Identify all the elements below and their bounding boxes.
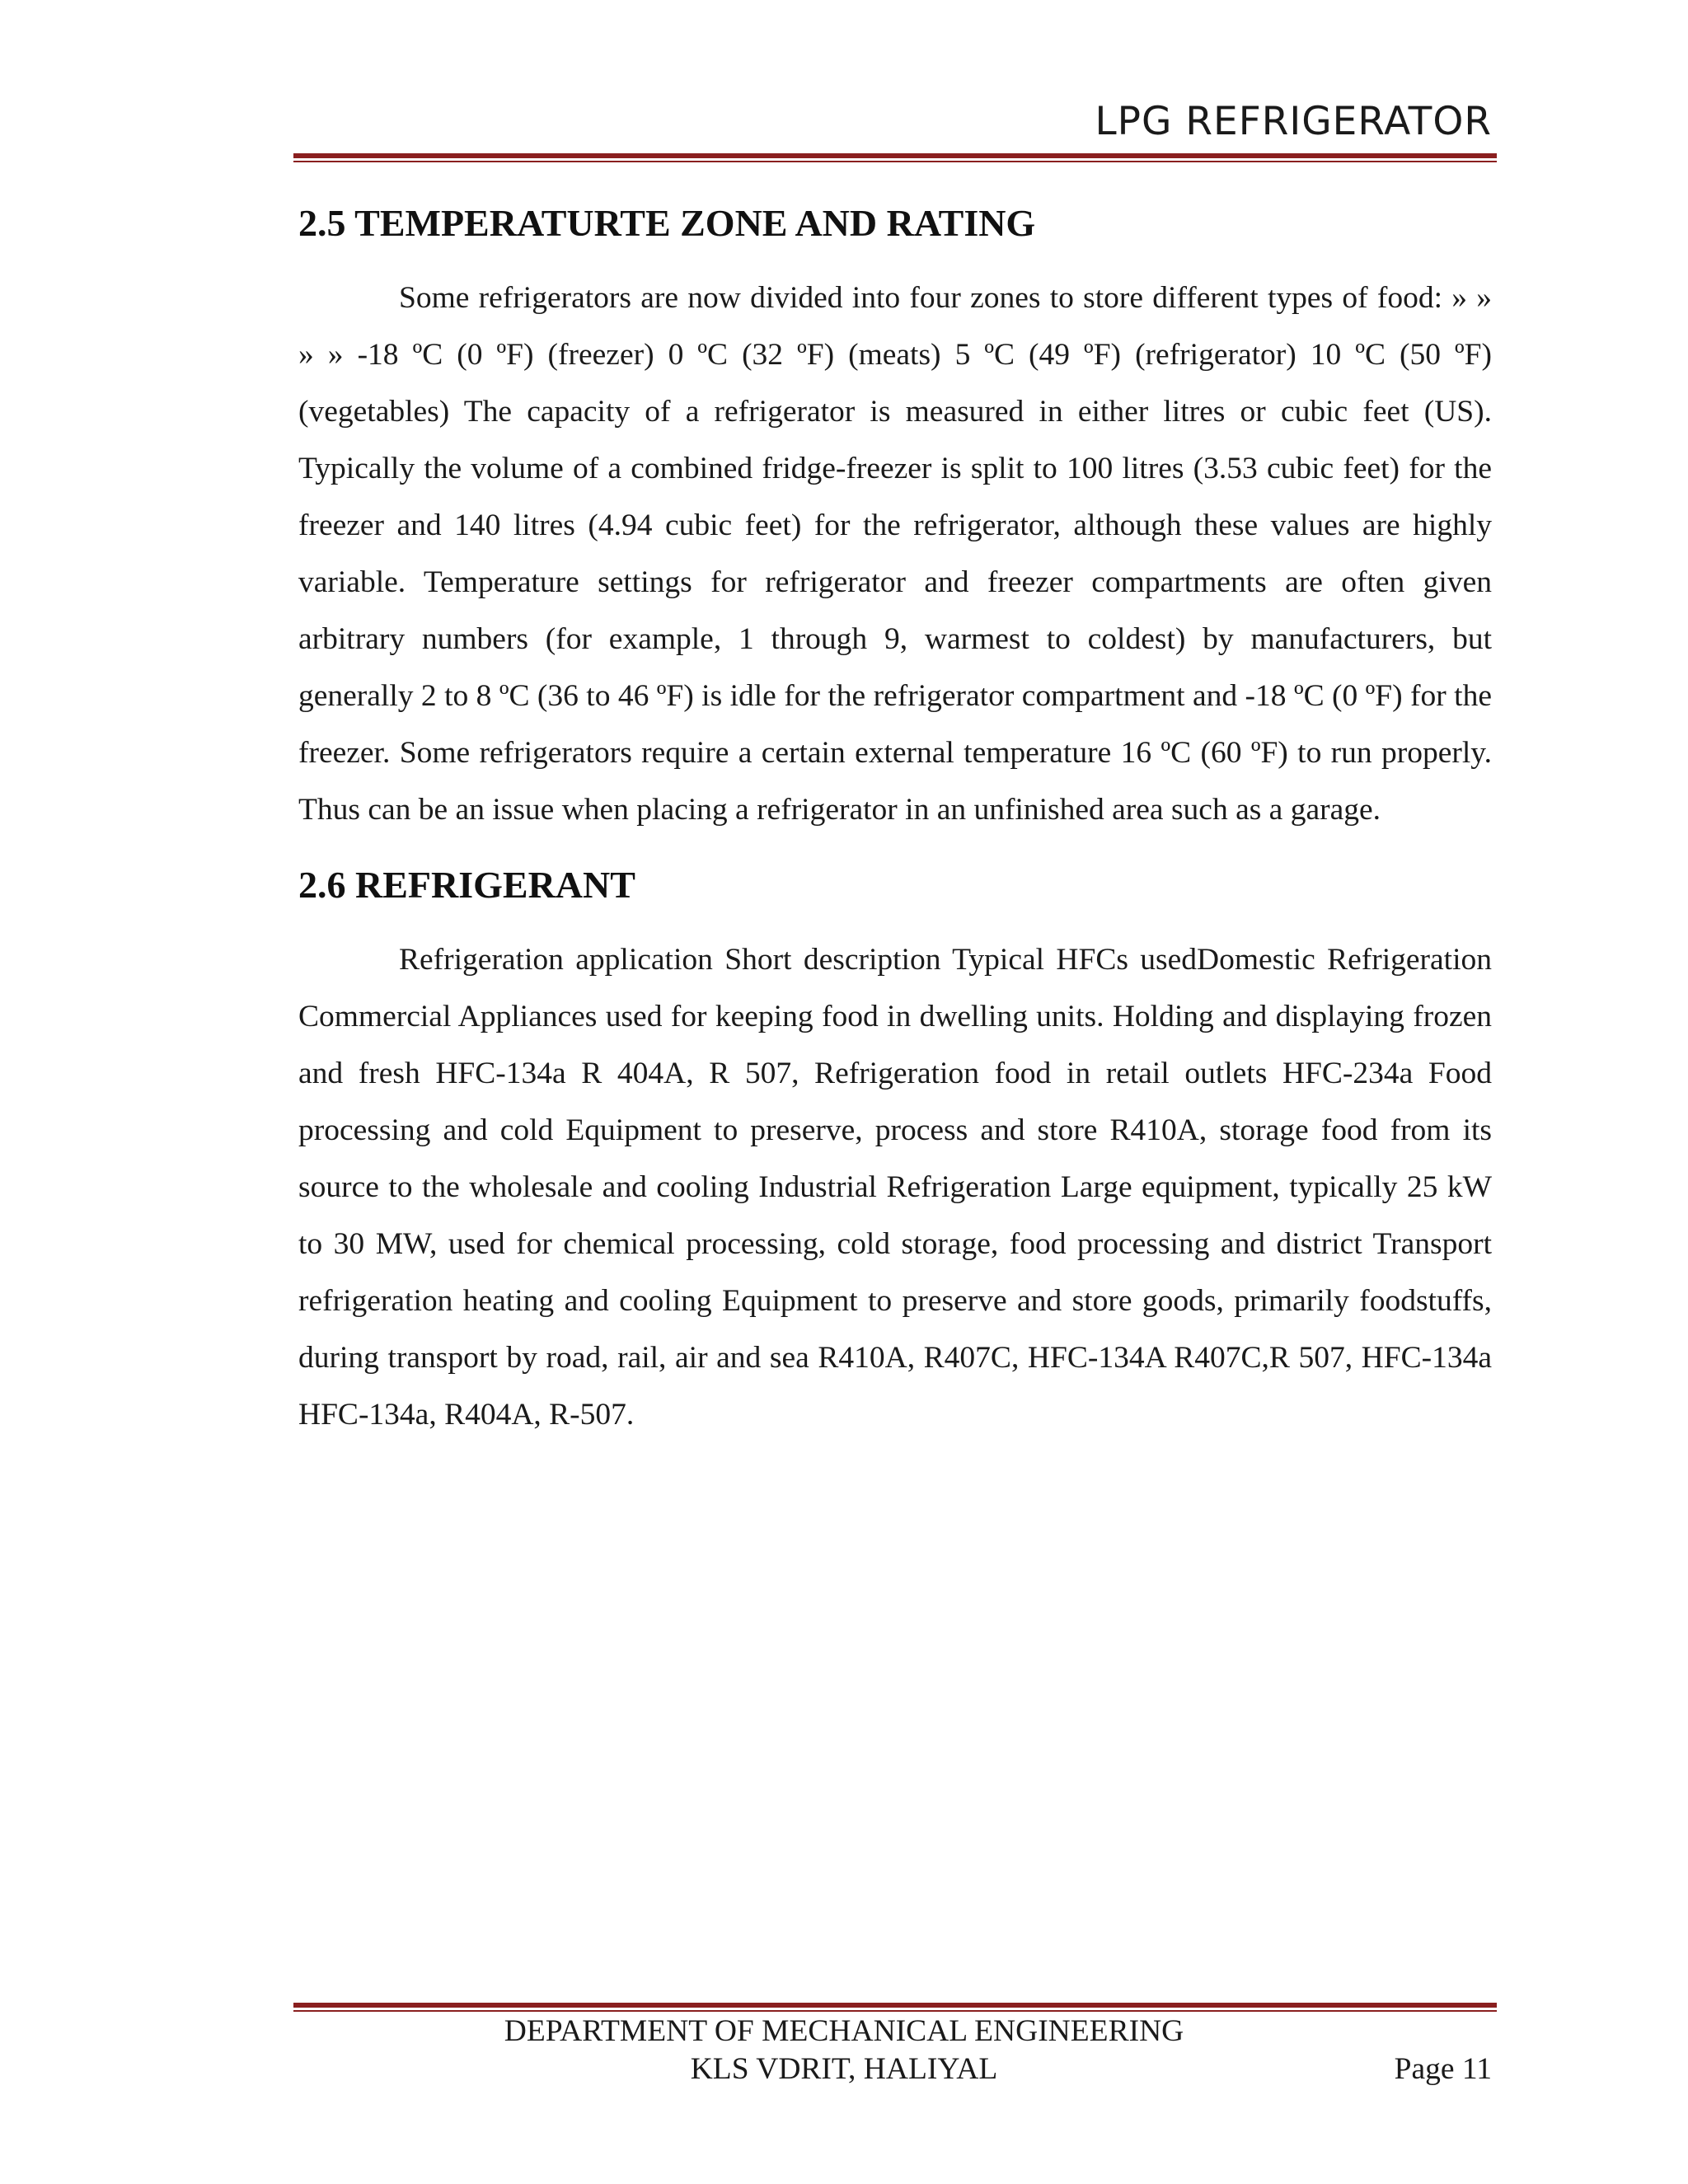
section-paragraph-temperature-zone: Some refrigerators are now divided into four zones to store different types of food: » » » » -18 ºC (0 ºF) (freezer) 0 ºC (32 ºF) (meats) 5 ºC (49 ºF) (refrigerator) 10 ºC (50 ºF) (vegetables) The capacity of a refrigerator is measured in either litres or cubic feet (US). Typically the volume of a combined fridge-freezer is split to 100 litres (3.53 cubic feet) for the freezer and 140 litres (4.94 cubic feet) for the refrigerator, although these values are highly variable. Temperature settings for refrigerator and freezer compartments are often given arbitrary numbers (for example, 1 through 9, warmest to coldest) by manufacturers, but generally 2 to 8 ºC (36 to 46 ºF) is idle for the refrigerator compartment and -18 ºC (0 ºF) for the freezer. Some refrigerators require a certain external temperature 16 ºC (60 ºF) to run properly. Thus can be an issue when placing a refrigerator in an unfinished area such as a garage.	[298, 281, 1492, 827]
page-number: Page 11	[1394, 2052, 1492, 2086]
section-heading-temperature-zone: 2.5 TEMPERATURTE ZONE AND RATING	[298, 202, 1036, 244]
running-header-title: LPG REFRIGERATOR	[1095, 99, 1492, 144]
main-content	[298, 201, 1492, 1443]
footer-college: KLS VDRIT, HALIYAL	[690, 2052, 998, 2086]
section-paragraph-refrigerant: Refrigeration application Short description Typical HFCs usedDomestic Refrigeration Commercial Appliances used for keeping food in dwelling units. Holding and displaying frozen and fresh HFC-134a R 404A, R 507, Refrigeration food in retail outlets HFC-234a Food processing and cold Equipment to preserve, process and store R410A, storage food from its source to the wholesale and cooling Industrial Refrigeration Large equipment, typically 25 kW to 30 MW, used for chemical processing, cold storage, food processing and district Transport refrigeration heating and cooling Equipment to preserve and store goods, primarily foodstuffs, during transport by road, rail, air and sea R410A, R407C, HFC-134A R407C,R 507, HFC-134a HFC-134a, R404A, R-507.	[298, 943, 1492, 1432]
footer-department: DEPARTMENT OF MECHANICAL ENGINEERING	[504, 2014, 1184, 2048]
header-rule	[293, 153, 1497, 162]
section-heading-refrigerant: 2.6 REFRIGERANT	[298, 864, 635, 906]
footer-rule	[293, 2003, 1497, 2012]
